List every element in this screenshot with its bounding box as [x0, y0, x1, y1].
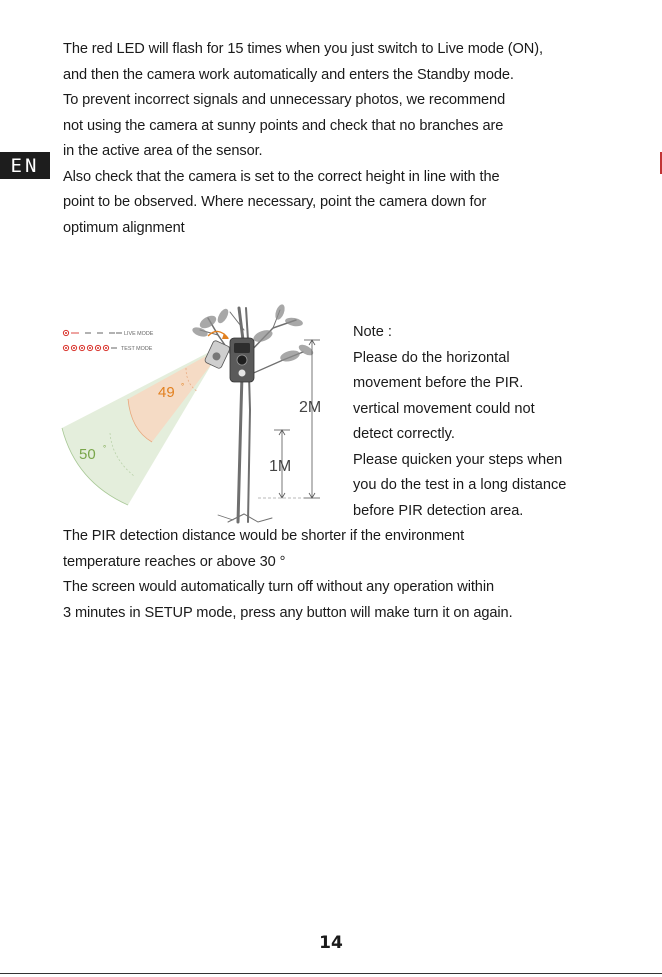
- intro-line: Also check that the camera is set to the correct height in line with the: [63, 168, 500, 185]
- closing-line: The screen would automatically turn off without any operation within: [63, 579, 494, 595]
- test-mode-label: TEST MODE: [121, 346, 153, 353]
- height-label-2m: 2M: [299, 399, 322, 416]
- bottom-rule: [0, 973, 662, 974]
- closing-paragraph: [63, 524, 633, 626]
- note-line: vertical movement could not: [353, 400, 535, 417]
- note-line: before PIR detection area.: [353, 502, 524, 519]
- note-line: Please quicken your steps when: [353, 451, 563, 468]
- closing-line: temperature reaches or above 30 °: [63, 553, 286, 570]
- height-marker-2m: [304, 340, 320, 498]
- camera-placement-diagram: [58, 300, 358, 530]
- angle-label-near: 49: [158, 384, 175, 401]
- intro-line: The red LED will flash for 15 times when you just switch to Live mode (ON),: [63, 41, 543, 57]
- live-mode-label: LIVE MODE: [124, 331, 154, 338]
- note-line: detect correctly.: [353, 426, 455, 442]
- angle-label-far: 50: [79, 446, 96, 463]
- intro-paragraph: [63, 37, 633, 241]
- intro-line: To prevent incorrect signals and unnecessary photos, we recommend: [63, 92, 506, 108]
- closing-line: 3 minutes in SETUP mode, press any button will make turn it on again.: [63, 604, 513, 621]
- test-mode-legend: [63, 345, 152, 352]
- note-line: Please do the horizontal: [353, 349, 510, 366]
- led-legend: [63, 330, 153, 352]
- intro-line: in the active area of the sensor.: [63, 143, 263, 159]
- intro-line: and then the camera work automatically and enters the Standby mode.: [63, 66, 514, 83]
- angle-degree-far: °: [103, 444, 107, 453]
- page-number: 14: [319, 933, 343, 953]
- intro-line: not using the camera at sunny points and check that no branches are: [63, 117, 504, 134]
- height-label-1m: 1M: [269, 458, 292, 475]
- note-title: Note :: [353, 324, 392, 340]
- language-tab: EN: [0, 152, 50, 179]
- intro-line: point to be observed. Where necessary, point the camera down for: [63, 194, 487, 210]
- note-block: [353, 320, 643, 524]
- intro-line: optimum alignment: [63, 219, 185, 236]
- note-line: movement before the PIR.: [353, 375, 524, 391]
- camera-mounted: [230, 338, 254, 382]
- closing-line: The PIR detection distance would be shorter if the environment: [63, 528, 465, 544]
- note-line: you do the test in a long distance: [353, 477, 567, 493]
- angle-degree-near: °: [181, 382, 185, 391]
- live-mode-legend: [63, 330, 153, 337]
